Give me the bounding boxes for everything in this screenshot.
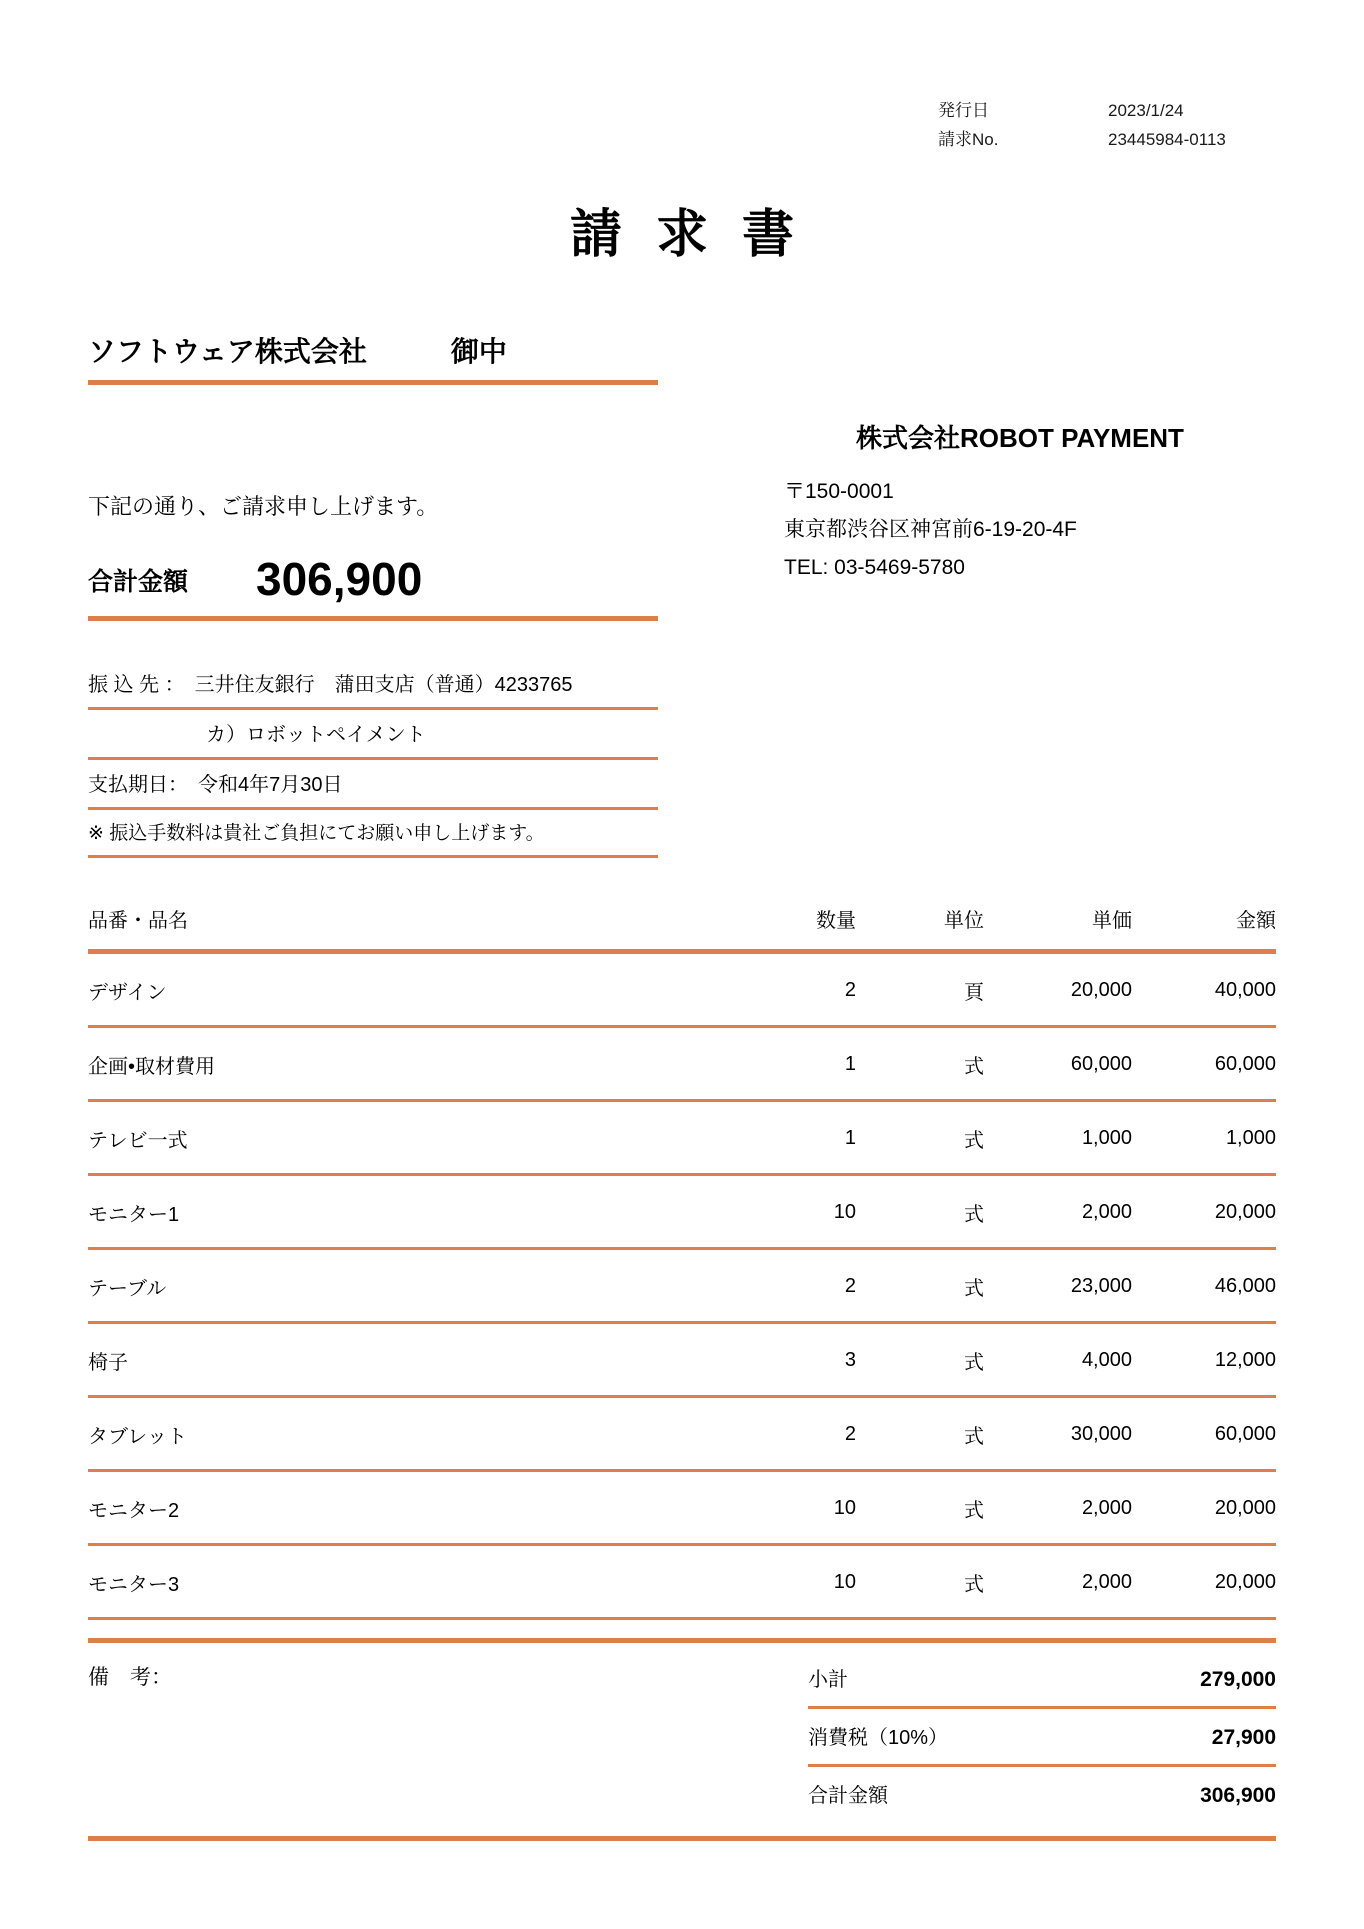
cell-unit: 式 xyxy=(856,1175,984,1249)
invoice-no-label: 請求No. xyxy=(938,130,999,149)
cell-unit: 式 xyxy=(856,1027,984,1101)
table-row xyxy=(88,1545,1276,1619)
cell-unit-price: 2,000 xyxy=(984,1545,1132,1619)
grand-total-block xyxy=(88,552,658,621)
cell-quantity: 10 xyxy=(708,1175,856,1249)
summary-area xyxy=(88,1638,1276,1841)
cell-item-name: タブレット xyxy=(88,1397,708,1471)
invoice-no-value: 23445984-0113 xyxy=(1108,130,1226,149)
table-row xyxy=(88,1249,1276,1323)
cell-unit: 式 xyxy=(856,1323,984,1397)
cell-item-name: モニター3 xyxy=(88,1545,708,1619)
issuer-address: 東京都渋谷区神宮前6-19-20-4F xyxy=(784,518,1077,541)
summary-bottom-rule xyxy=(88,1836,1276,1841)
page-title: 請求書 xyxy=(569,206,828,264)
issue-date-row xyxy=(938,96,1278,125)
cell-quantity: 1 xyxy=(708,1101,856,1175)
summary-row-value: 279,000 xyxy=(1200,1668,1276,1691)
payment-due-line: 支払期日： 令和4年7月30日 xyxy=(88,774,343,796)
cell-quantity: 2 xyxy=(708,1397,856,1471)
header-quantity: 数量 xyxy=(708,900,856,952)
cell-amount: 60,000 xyxy=(1132,1397,1276,1471)
cell-item-name: 企画•取材費用 xyxy=(88,1027,708,1101)
cell-unit-price: 4,000 xyxy=(984,1323,1132,1397)
recipient-name: ソフトウェア株式会社 御中 xyxy=(88,336,507,367)
cell-quantity: 10 xyxy=(708,1545,856,1619)
table-row xyxy=(88,1101,1276,1175)
summary-row-value: 27,900 xyxy=(1211,1726,1276,1749)
summary-row xyxy=(808,1651,1276,1709)
cell-unit: 式 xyxy=(856,1471,984,1545)
totals-table xyxy=(808,1651,1276,1822)
summary-row-value: 306,900 xyxy=(1200,1784,1276,1807)
cell-quantity: 2 xyxy=(708,952,856,1027)
cell-unit: 式 xyxy=(856,1249,984,1323)
issuer-postal-code: 〒150-0001 xyxy=(784,480,894,503)
cell-item-name: モニター1 xyxy=(88,1175,708,1249)
cell-item-name: モニター2 xyxy=(88,1471,708,1545)
cell-unit: 式 xyxy=(856,1101,984,1175)
grand-total-amount: 306,900 xyxy=(256,553,423,605)
header-amount: 金額 xyxy=(1132,900,1276,952)
bank-account-name: カ）ロボットペイメント xyxy=(206,724,426,746)
cell-unit-price: 2,000 xyxy=(984,1175,1132,1249)
cell-item-name: デザイン xyxy=(88,952,708,1027)
grand-total-label: 合計金額 xyxy=(88,568,189,596)
recipient-underline xyxy=(88,380,658,385)
header-item-name: 品番・品名 xyxy=(88,900,708,952)
grand-total-underline xyxy=(88,616,658,621)
remarks-label: 備 考： xyxy=(88,1666,172,1689)
cell-amount: 46,000 xyxy=(1132,1249,1276,1323)
line-items-table xyxy=(88,900,1276,1620)
issue-date-value: 2023/1/24 xyxy=(1108,101,1184,120)
table-row xyxy=(88,952,1276,1027)
cell-quantity: 2 xyxy=(708,1249,856,1323)
payment-info-block xyxy=(88,660,658,858)
cell-unit-price: 20,000 xyxy=(984,952,1132,1027)
cell-unit: 式 xyxy=(856,1545,984,1619)
cell-unit: 頁 xyxy=(856,952,984,1027)
issuer-company-name: 株式会社ROBOT PAYMENT xyxy=(856,423,1184,453)
cell-amount: 60,000 xyxy=(1132,1027,1276,1101)
cell-item-name: テレビ一式 xyxy=(88,1101,708,1175)
cell-unit: 式 xyxy=(856,1397,984,1471)
summary-row-label: 合計金額 xyxy=(808,1785,888,1807)
cell-unit-price: 1,000 xyxy=(984,1101,1132,1175)
cell-item-name: テーブル xyxy=(88,1249,708,1323)
bank-divider-4 xyxy=(88,855,658,858)
invoice-no-row xyxy=(938,125,1278,154)
table-row xyxy=(88,1471,1276,1545)
table-row xyxy=(88,1027,1276,1101)
summary-row-label: 消費税（10%） xyxy=(808,1727,949,1749)
cell-amount: 20,000 xyxy=(1132,1471,1276,1545)
table-row xyxy=(88,1397,1276,1471)
cell-unit-price: 30,000 xyxy=(984,1397,1132,1471)
recipient-block xyxy=(88,330,658,385)
invoice-statement: 下記の通り、ご請求申し上げます。 xyxy=(88,494,439,519)
cell-unit-price: 23,000 xyxy=(984,1249,1132,1323)
cell-amount: 20,000 xyxy=(1132,1175,1276,1249)
cell-amount: 40,000 xyxy=(1132,952,1276,1027)
cell-unit-price: 60,000 xyxy=(984,1027,1132,1101)
table-row xyxy=(88,1323,1276,1397)
cell-amount: 12,000 xyxy=(1132,1323,1276,1397)
summary-row xyxy=(808,1709,1276,1767)
cell-unit-price: 2,000 xyxy=(984,1471,1132,1545)
cell-quantity: 10 xyxy=(708,1471,856,1545)
cell-item-name: 椅子 xyxy=(88,1323,708,1397)
header-unit: 単位 xyxy=(856,900,984,952)
summary-row xyxy=(808,1767,1276,1822)
issue-date-label: 発行日 xyxy=(938,101,989,120)
issuer-tel: TEL: 03-5469-5780 xyxy=(784,556,965,579)
table-row xyxy=(88,1175,1276,1249)
cell-amount: 1,000 xyxy=(1132,1101,1276,1175)
header-price: 単価 xyxy=(984,900,1132,952)
bank-transfer-line: 振 込 先 ： 三井住友銀行 蒲田支店（普通）4233765 xyxy=(88,674,573,696)
cell-quantity: 1 xyxy=(708,1027,856,1101)
grand-total-row xyxy=(88,552,658,616)
cell-amount: 20,000 xyxy=(1132,1545,1276,1619)
cell-quantity: 3 xyxy=(708,1323,856,1397)
table-header-row xyxy=(88,900,1276,952)
invoice-meta xyxy=(938,96,1278,154)
transfer-fee-note: ※ 振込手数料は貴社ご負担にてお願い申し上げます。 xyxy=(88,823,545,844)
issuer-block xyxy=(760,418,1280,587)
summary-row-label: 小計 xyxy=(808,1669,848,1691)
